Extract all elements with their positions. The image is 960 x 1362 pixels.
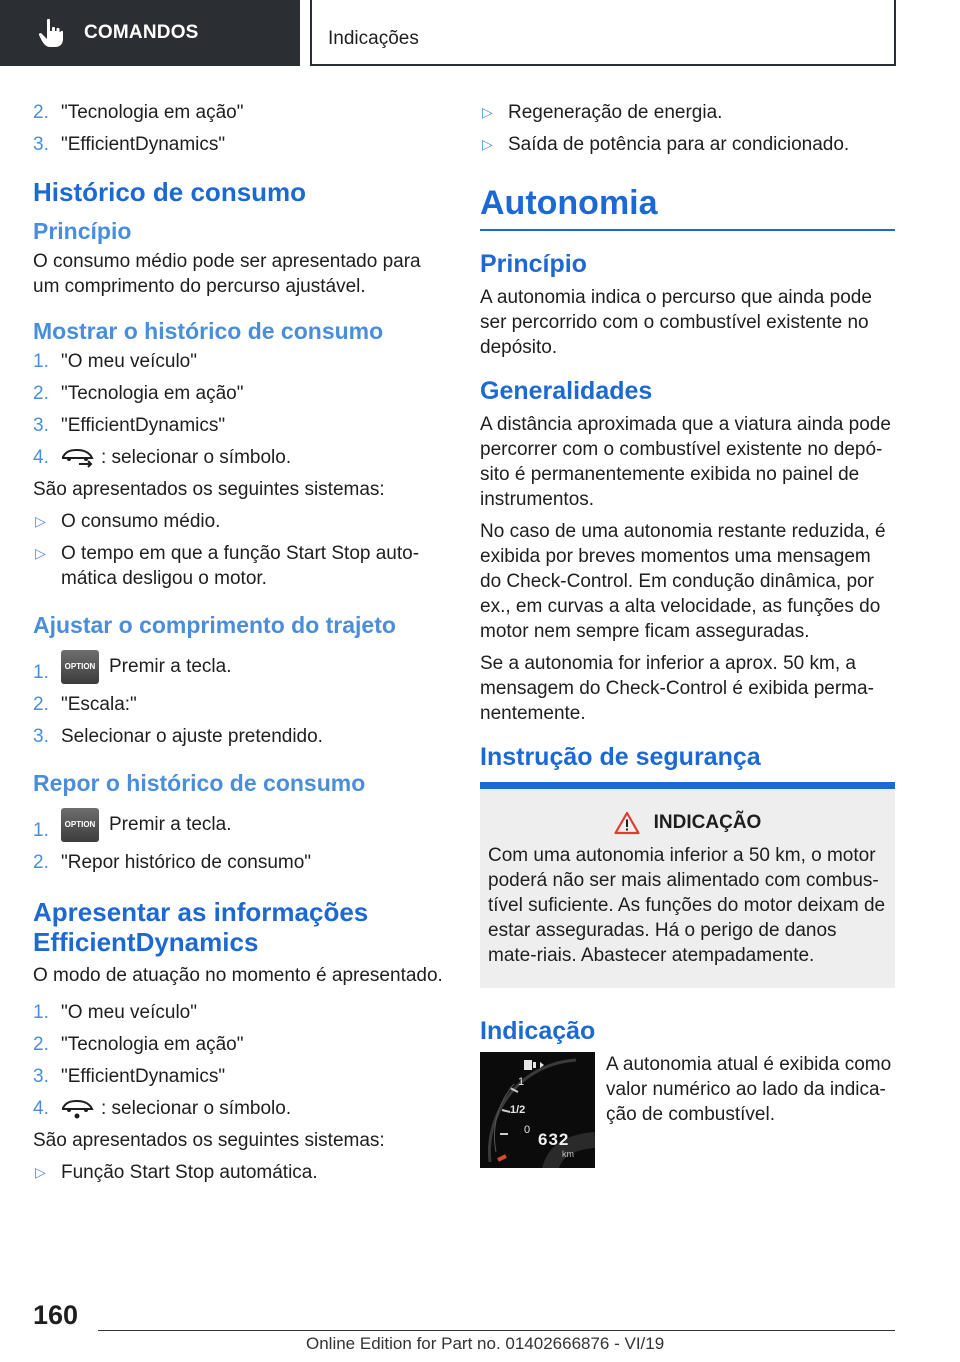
- paragraph: A distância aproximada que a viatura ainda pode percorrer com o combustível existente no depó‐sito é permanentemente exibida no painel de instrumentos.: [480, 414, 891, 510]
- page-footer: [0, 1300, 960, 1362]
- heading-historico: Histórico de consumo: [33, 177, 307, 207]
- list-item: ▷ O tempo em que a função Start Stop auto‐mática desligou o motor.: [35, 543, 420, 589]
- heading-principio-autonomia: Princípio: [480, 250, 587, 278]
- heading-autonomia: Autonomia: [480, 183, 895, 231]
- indicacao-block: [480, 1052, 895, 1168]
- list-item: 2. "Escala:": [33, 694, 137, 715]
- warning-text: Com uma autonomia inferior a 50 km, o motor poderá não ser mais alimentado com combus‐tível suficiente. As funções do motor deixam de estar asseguradas. Há o perigo de danos mate‐riais. Abastecer atempadamente.: [488, 845, 886, 966]
- paragraph: No caso de uma autonomia restante reduzida, é exibida por breves momentos uma mensagem do Check-Control. Em condução dinâmica, por ex., em curvas a alta velocidade, as funções do motor nem sempre ficam asseguradas.: [480, 521, 886, 642]
- gauge-range-unit: km: [562, 1149, 574, 1159]
- paragraph: A autonomia atual é exibida como valor numérico ao lado da indica‐ção de combustível.: [606, 1054, 892, 1125]
- warning-title: INDICAÇÃO: [653, 812, 762, 833]
- subsection-tab: [310, 0, 896, 66]
- list-item: 2. "Repor histórico de consumo": [33, 852, 312, 873]
- gauge-range-value: 632: [538, 1130, 570, 1149]
- paragraph: Se a autonomia for inferior a aprox. 50 km, a mensagem do Check-Control é exibida perma‐nentemente.: [480, 653, 874, 724]
- edition-text: Online Edition for Part no. 01402666876 - VI/19: [306, 1334, 665, 1353]
- heading-generalidades: Generalidades: [480, 377, 653, 405]
- list-item: ▷ Função Start Stop automática.: [35, 1162, 318, 1183]
- list-item: 3. "EfficientDynamics": [33, 1066, 226, 1087]
- gauge-mark-1: 1: [518, 1076, 525, 1088]
- heading-mostrar: Mostrar o histórico de consumo: [33, 318, 384, 344]
- section-tab: [0, 0, 300, 66]
- list-item: ▷ Saída de potência para ar condicionado.: [482, 134, 850, 155]
- paragraph: São apresentados os seguintes sistemas:: [33, 1130, 385, 1151]
- paragraph: O modo de atuação no momento é apresentado.: [33, 965, 443, 986]
- list-item: 1. OPTION Premir a tecla.: [33, 649, 448, 685]
- fuel-gauge-image: [480, 1052, 595, 1168]
- warning-box: [480, 782, 895, 988]
- list-item: 3. "EfficientDynamics": [33, 134, 226, 155]
- list-item: 2. "Tecnologia em ação": [33, 1034, 244, 1055]
- footer-divider: [98, 1330, 895, 1331]
- list-item: 3. "EfficientDynamics": [33, 415, 226, 436]
- list-item: 2. "Tecnologia em ação": [33, 383, 244, 404]
- list-item: 4. : selecionar o símbolo.: [33, 447, 292, 468]
- gauge-mark-0: 0: [524, 1124, 531, 1136]
- heading-apresentar: Apresentar as informações EfficientDynamics: [33, 897, 369, 957]
- list-item: ▷ O consumo médio.: [35, 511, 221, 532]
- subsection-title: Indicações: [328, 28, 419, 49]
- consumption-history-icon: [61, 447, 95, 469]
- warning-header: [488, 811, 887, 835]
- right-column: [480, 100, 895, 1168]
- list-item: 1. "O meu veículo": [33, 1002, 197, 1023]
- list-item: 1. "O meu veículo": [33, 351, 197, 372]
- option-key-icon: OPTION: [61, 650, 99, 684]
- page-header: [0, 0, 960, 66]
- efficient-dynamics-icon: [61, 1098, 95, 1120]
- paragraph: O consumo médio pode ser apresentado para um comprimento do percurso ajustável.: [33, 251, 421, 297]
- hand-pointer-icon: [38, 18, 64, 48]
- heading-seguranca: Instrução de segurança: [480, 743, 761, 771]
- warning-triangle-icon: [614, 811, 640, 835]
- paragraph: A autonomia indica o percurso que ainda pode ser percorrido com o combustível existente no depósito.: [480, 287, 872, 358]
- list-item: 3. Selecionar o ajuste pretendido.: [33, 726, 323, 747]
- left-column: [33, 100, 448, 1192]
- section-title: COMANDOS: [84, 22, 199, 43]
- page-number: 160: [33, 1300, 79, 1330]
- option-key-icon: OPTION: [61, 808, 99, 842]
- list-item: 2. "Tecnologia em ação": [33, 102, 244, 123]
- heading-ajustar: Ajustar o comprimento do trajeto: [33, 612, 396, 638]
- gauge-mark-half: 1/2: [510, 1104, 526, 1116]
- heading-indicacao: Indicação: [480, 1017, 596, 1045]
- heading-repor: Repor o histórico de consumo: [33, 770, 366, 796]
- list-item: 1. OPTION Premir a tecla.: [33, 807, 448, 843]
- list-item: ▷ Regeneração de energia.: [482, 102, 723, 123]
- list-item: 4. : selecionar o símbolo.: [33, 1098, 292, 1119]
- heading-principio: Princípio: [33, 218, 132, 244]
- paragraph: São apresentados os seguintes sistemas:: [33, 479, 385, 500]
